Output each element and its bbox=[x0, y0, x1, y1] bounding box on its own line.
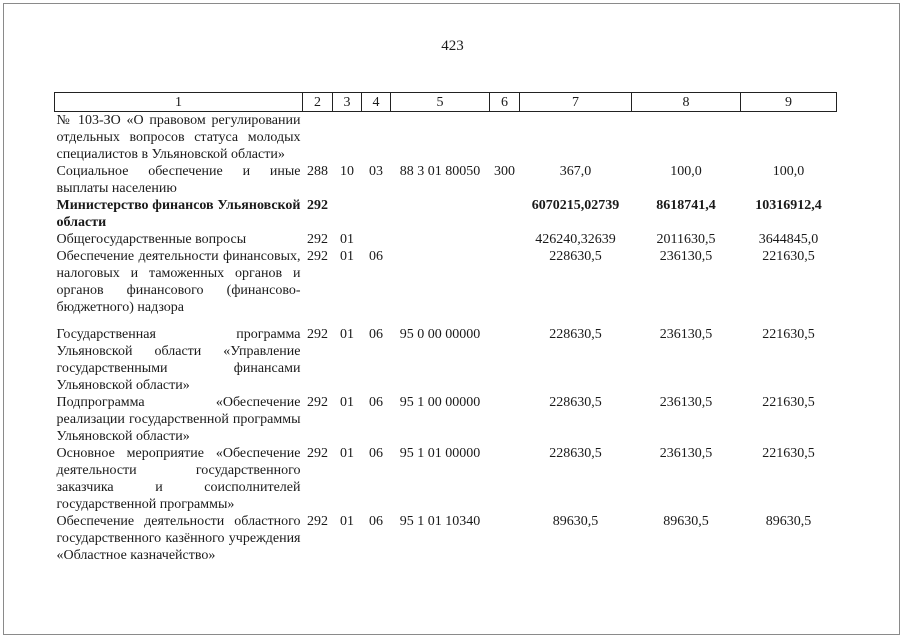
column-header: 3 bbox=[333, 93, 362, 112]
row-value-cell bbox=[391, 248, 490, 316]
row-value-cell: 88 3 01 80050 bbox=[399, 164, 481, 179]
row-value-cell bbox=[741, 112, 837, 164]
table-row bbox=[55, 112, 837, 164]
row-name-cell: Общегосударственные вопросы bbox=[56, 232, 247, 247]
row-value-cell: 06 bbox=[369, 327, 383, 342]
row-value-cell bbox=[391, 231, 490, 248]
row-value-cell bbox=[362, 231, 391, 248]
row-value-cell bbox=[490, 513, 520, 564]
row-value-cell: 292 bbox=[307, 395, 328, 410]
row-value-cell: 426240,32639 bbox=[535, 232, 616, 247]
row-value-cell: 01 bbox=[340, 395, 354, 410]
row-value-cell: 89630,5 bbox=[663, 514, 709, 529]
row-value-cell bbox=[490, 197, 520, 231]
row-value-cell bbox=[490, 394, 520, 445]
row-value-cell: 300 bbox=[494, 164, 515, 179]
row-value-cell bbox=[490, 316, 520, 394]
row-name-cell: Обеспечение деятельности областного государственного казённого учреждения «Областное казначейство» bbox=[56, 514, 301, 563]
row-value-cell: 01 bbox=[340, 446, 354, 461]
row-value-cell bbox=[303, 112, 333, 164]
header-row bbox=[55, 93, 837, 112]
page-number: 423 bbox=[441, 38, 464, 54]
row-value-cell: 221630,5 bbox=[762, 249, 815, 264]
row-value-cell: 100,0 bbox=[670, 164, 702, 179]
table-body bbox=[55, 112, 837, 565]
row-value-cell: 367,0 bbox=[559, 164, 592, 179]
table-row bbox=[55, 394, 837, 445]
row-value-cell: 292 bbox=[307, 249, 328, 264]
row-value-cell: 06 bbox=[369, 249, 383, 264]
table-row bbox=[55, 163, 837, 197]
row-value-cell: 228630,5 bbox=[549, 327, 602, 342]
row-value-cell bbox=[333, 112, 362, 164]
budget-table bbox=[54, 92, 837, 564]
column-header: 9 bbox=[741, 93, 837, 112]
row-value-cell: 228630,5 bbox=[549, 395, 602, 410]
row-value-cell: 03 bbox=[369, 164, 383, 179]
row-value-cell: 01 bbox=[340, 232, 354, 247]
table-row bbox=[55, 248, 837, 316]
row-value-cell: 6070215,02739 bbox=[531, 198, 620, 213]
row-value-cell bbox=[490, 248, 520, 316]
column-header: 6 bbox=[490, 93, 520, 112]
row-value-cell: 01 bbox=[340, 327, 354, 342]
row-value-cell bbox=[490, 112, 520, 164]
row-name-cell: Государственная программа Ульяновской области «Управление государственными финансами Ульяновской области» bbox=[56, 327, 301, 393]
row-value-cell: 01 bbox=[340, 514, 354, 529]
column-header: 2 bbox=[303, 93, 333, 112]
row-value-cell: 95 1 01 10340 bbox=[399, 514, 481, 529]
table-row bbox=[55, 231, 837, 248]
row-value-cell: 236130,5 bbox=[659, 446, 713, 461]
row-value-cell: 06 bbox=[369, 446, 383, 461]
row-value-cell: 8618741,4 bbox=[656, 198, 716, 213]
row-value-cell: 2011630,5 bbox=[656, 232, 716, 247]
row-value-cell bbox=[391, 112, 490, 164]
table-row bbox=[55, 445, 837, 513]
row-value-cell: 10 bbox=[340, 164, 354, 179]
row-value-cell: 292 bbox=[307, 514, 328, 529]
row-name-cell: Социальное обеспечение и иные выплаты населению bbox=[56, 164, 301, 196]
row-value-cell: 221630,5 bbox=[762, 446, 815, 461]
row-value-cell: 292 bbox=[307, 446, 328, 461]
table-row bbox=[55, 316, 837, 394]
row-name-cell: Министерство финансов Ульяновской области bbox=[56, 198, 301, 230]
column-header: 1 bbox=[55, 93, 303, 112]
row-value-cell: 06 bbox=[369, 395, 383, 410]
column-header: 4 bbox=[362, 93, 391, 112]
row-value-cell bbox=[362, 197, 391, 231]
row-value-cell: 89630,5 bbox=[765, 514, 812, 529]
row-value-cell: 89630,5 bbox=[552, 514, 599, 529]
row-value-cell: 236130,5 bbox=[659, 327, 713, 342]
table-row bbox=[55, 197, 837, 231]
row-value-cell: 292 bbox=[307, 198, 328, 213]
row-value-cell: 95 1 00 00000 bbox=[399, 395, 481, 410]
row-value-cell: 292 bbox=[307, 327, 328, 342]
row-value-cell bbox=[362, 112, 391, 164]
row-value-cell: 10316912,4 bbox=[755, 198, 822, 213]
row-value-cell: 100,0 bbox=[772, 164, 805, 179]
row-value-cell: 236130,5 bbox=[659, 249, 713, 264]
row-name-cell: Подпрограмма «Обеспечение реализации государственной программы Ульяновской области» bbox=[56, 395, 301, 444]
row-value-cell: 95 1 01 00000 bbox=[399, 446, 481, 461]
row-value-cell bbox=[490, 231, 520, 248]
row-value-cell: 236130,5 bbox=[659, 395, 713, 410]
row-value-cell: 06 bbox=[369, 514, 383, 529]
column-header: 8 bbox=[632, 93, 741, 112]
row-value-cell bbox=[490, 445, 520, 513]
row-value-cell bbox=[632, 112, 741, 164]
row-name-cell: № 103-ЗО «О правовом регулировании отдельных вопросов статуса молодых специалистов в Ульяновской области» bbox=[56, 113, 301, 162]
row-name-cell: Обеспечение деятельности финансовых, налоговых и таможенных органов и органов финансового (финансово-бюджетного) надзора bbox=[56, 249, 301, 315]
row-value-cell: 292 bbox=[307, 232, 328, 247]
column-header: 5 bbox=[391, 93, 490, 112]
row-value-cell bbox=[391, 197, 490, 231]
row-value-cell: 221630,5 bbox=[762, 395, 815, 410]
row-value-cell bbox=[333, 197, 362, 231]
table-row bbox=[55, 513, 837, 564]
row-value-cell: 221630,5 bbox=[762, 327, 815, 342]
row-value-cell: 228630,5 bbox=[549, 446, 602, 461]
row-value-cell: 01 bbox=[340, 249, 354, 264]
row-value-cell: 95 0 00 00000 bbox=[399, 327, 481, 342]
row-value-cell: 3644845,0 bbox=[758, 232, 819, 247]
row-name-cell: Основное мероприятие «Обеспечение деятельности государственного заказчика и соисполнителей государственной программы» bbox=[56, 446, 301, 512]
row-value-cell: 228630,5 bbox=[549, 249, 602, 264]
row-value-cell bbox=[520, 112, 632, 164]
column-header: 7 bbox=[520, 93, 632, 112]
row-value-cell: 288 bbox=[307, 164, 328, 179]
